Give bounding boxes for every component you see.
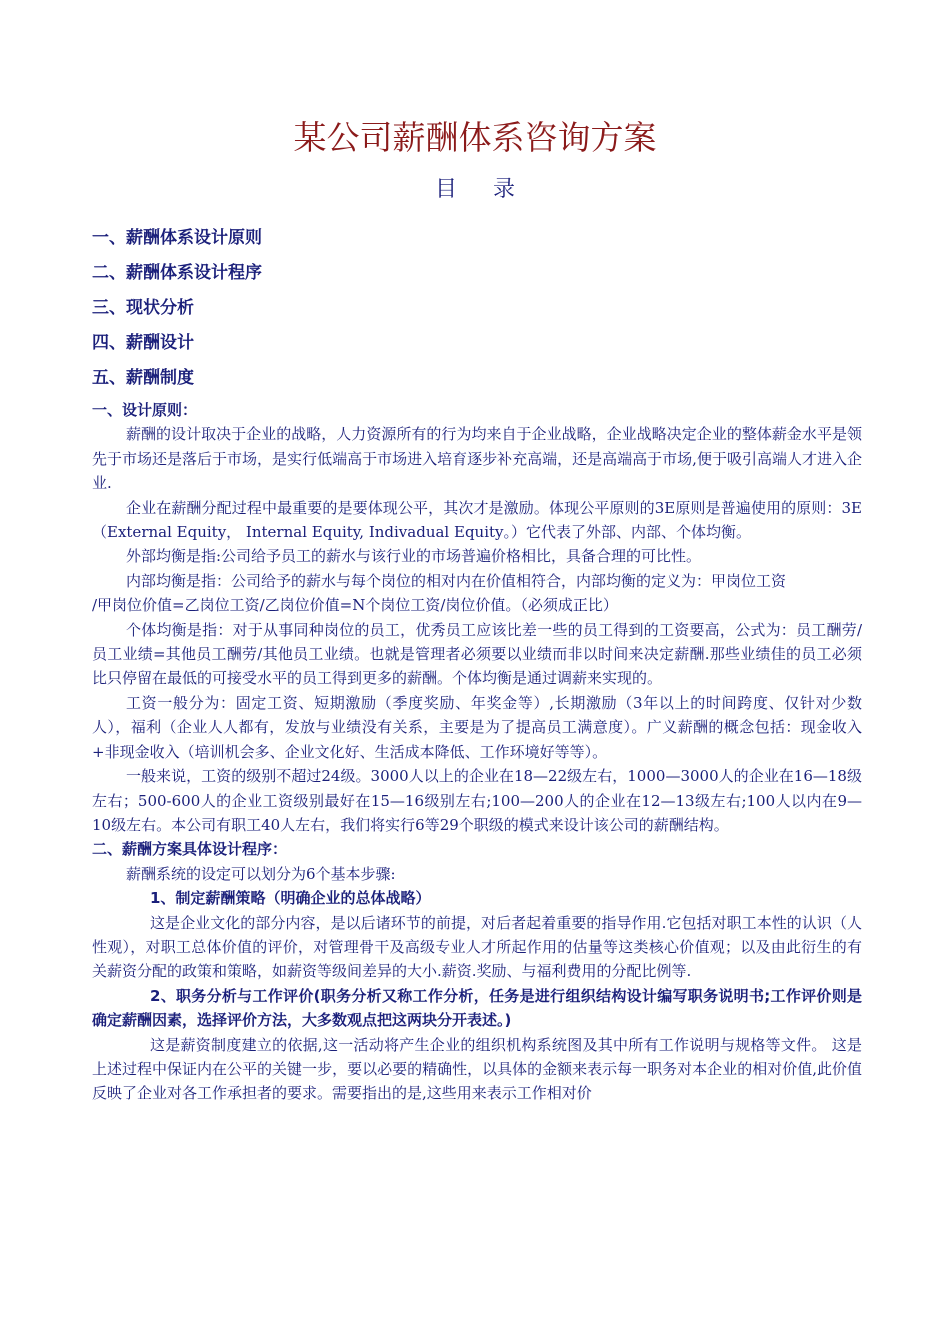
paragraph: 薪酬系统的设定可以划分为6个基本步骤:: [126, 864, 396, 883]
paragraph: 内部均衡是指：公司给予的薪水与每个岗位的相对内在价值相符合，内部均衡的定义为：甲岗位工资: [126, 571, 787, 590]
paragraph: 外部均衡是指:公司给予员工的薪水与该行业的市场普遍价格相比，具备合理的可比性。: [126, 547, 702, 566]
toc-item: 一、薪酬体系设计原则: [92, 228, 262, 248]
step-heading: 2、职务分析与工作评价(职务分析又称工作分析，任务是进行组织结构设计编写职务说明书;工作评价则是确定薪酬因素，选择评价方法，大多数观点把这两块分开表述。): [92, 986, 862, 1030]
document-title: 某公司薪酬体系咨询方案: [293, 118, 657, 157]
table-of-contents: [92, 224, 262, 399]
toc-item: 五、薪酬制度: [92, 368, 194, 388]
paragraph: 一般来说，工资的级别不超过24级。3000人以上的企业在18—22级左右，1000—3000人的企业在16—18级左右；500-600人的企业工资级别最好在15—16级别左右;100—200人的企业在12—13级左右;100人以内在9—10级左右。本公司有职工40人左右，我们将实行6等29个职级的模式来设计该公司的薪酬结构。: [92, 767, 862, 834]
toc-item: 二、薪酬体系设计程序: [92, 263, 262, 283]
paragraph: 企业在薪酬分配过程中最重要的是要体现公平，其次才是激励。体现公平原则的3E原则是普遍使用的原则：3E（External Equity， Internal Equity, Indivadual Equity。）它代表了外部、内部、个体均衡。: [92, 498, 862, 542]
paragraph: /甲岗位价值=乙岗位工资/乙岗位价值=N个岗位工资/岗位价值。（必须成正比）: [92, 596, 618, 615]
toc-heading-char: 录: [493, 177, 516, 202]
toc-item: 三、现状分析: [92, 298, 194, 318]
paragraph: 这是企业文化的部分内容，是以后诸环节的前提，对后者起着重要的指导作用.它包括对职工本性的认识（人性观），对职工总体价值的评价，对管理骨干及高级专业人才所起作用的估量等这类核心价值观；以及由此衍生的有关薪资分配的政策和策略，如薪资等级间差异的大小.薪资.奖励、与福利费用的分配比例等.: [92, 913, 862, 981]
document-body: [92, 398, 862, 1106]
paragraph: 个体均衡是指：对于从事同种岗位的员工，优秀员工应该比差一些的员工得到的工资要高，公式为：员工酬劳/员工业绩=其他员工酬劳/其他员工业绩。也就是管理者必须要以业绩而非以时间来决定薪酬.那些业绩佳的员工必须比只停留在最低的可接受水平的员工得到更多的薪酬。个体均衡是通过调薪来实现的。: [92, 620, 862, 688]
step-heading: 1、制定薪酬策略（明确企业的总体战略）: [150, 889, 431, 908]
section-heading: 二、薪酬方案具体设计程序：: [92, 840, 288, 859]
paragraph: 工资一般分为：固定工资、短期激励（季度奖励、年奖金等）,长期激励（3年以上的时间跨度、仅针对少数人），福利（企业人人都有，发放与业绩没有关系，主要是为了提高员工满意度）。广义薪酬的概念包括：现金收入+非现金收入（培训机会多、企业文化好、生活成本降低、工作环境好等等）。: [92, 693, 862, 761]
toc-heading: [0, 172, 950, 203]
paragraph: 这是薪资制度建立的依据,这一活动将产生企业的组织机构系统图及其中所有工作说明与规格等文件。 这是上述过程中保证内在公平的关键一步，要以必要的精确性，以具体的金额来表示每一职务对本企业的相对价值,此价值反映了企业对各工作承担者的要求。需要指出的是,这些用来表示工作相对价: [92, 1035, 862, 1103]
section-heading: 一、设计原则：: [92, 401, 198, 419]
toc-heading-char: 目: [434, 177, 457, 202]
paragraph: 薪酬的设计取决于企业的战略，人力资源所有的行为均来自于企业战略，企业战略决定企业的整体薪金水平是领先于市场还是落后于市场，是实行低端高于市场进入培育逐步补充高端，还是高端高于市场,便于吸引高端人才进入企业.: [92, 425, 862, 493]
toc-item: 四、薪酬设计: [92, 333, 194, 353]
